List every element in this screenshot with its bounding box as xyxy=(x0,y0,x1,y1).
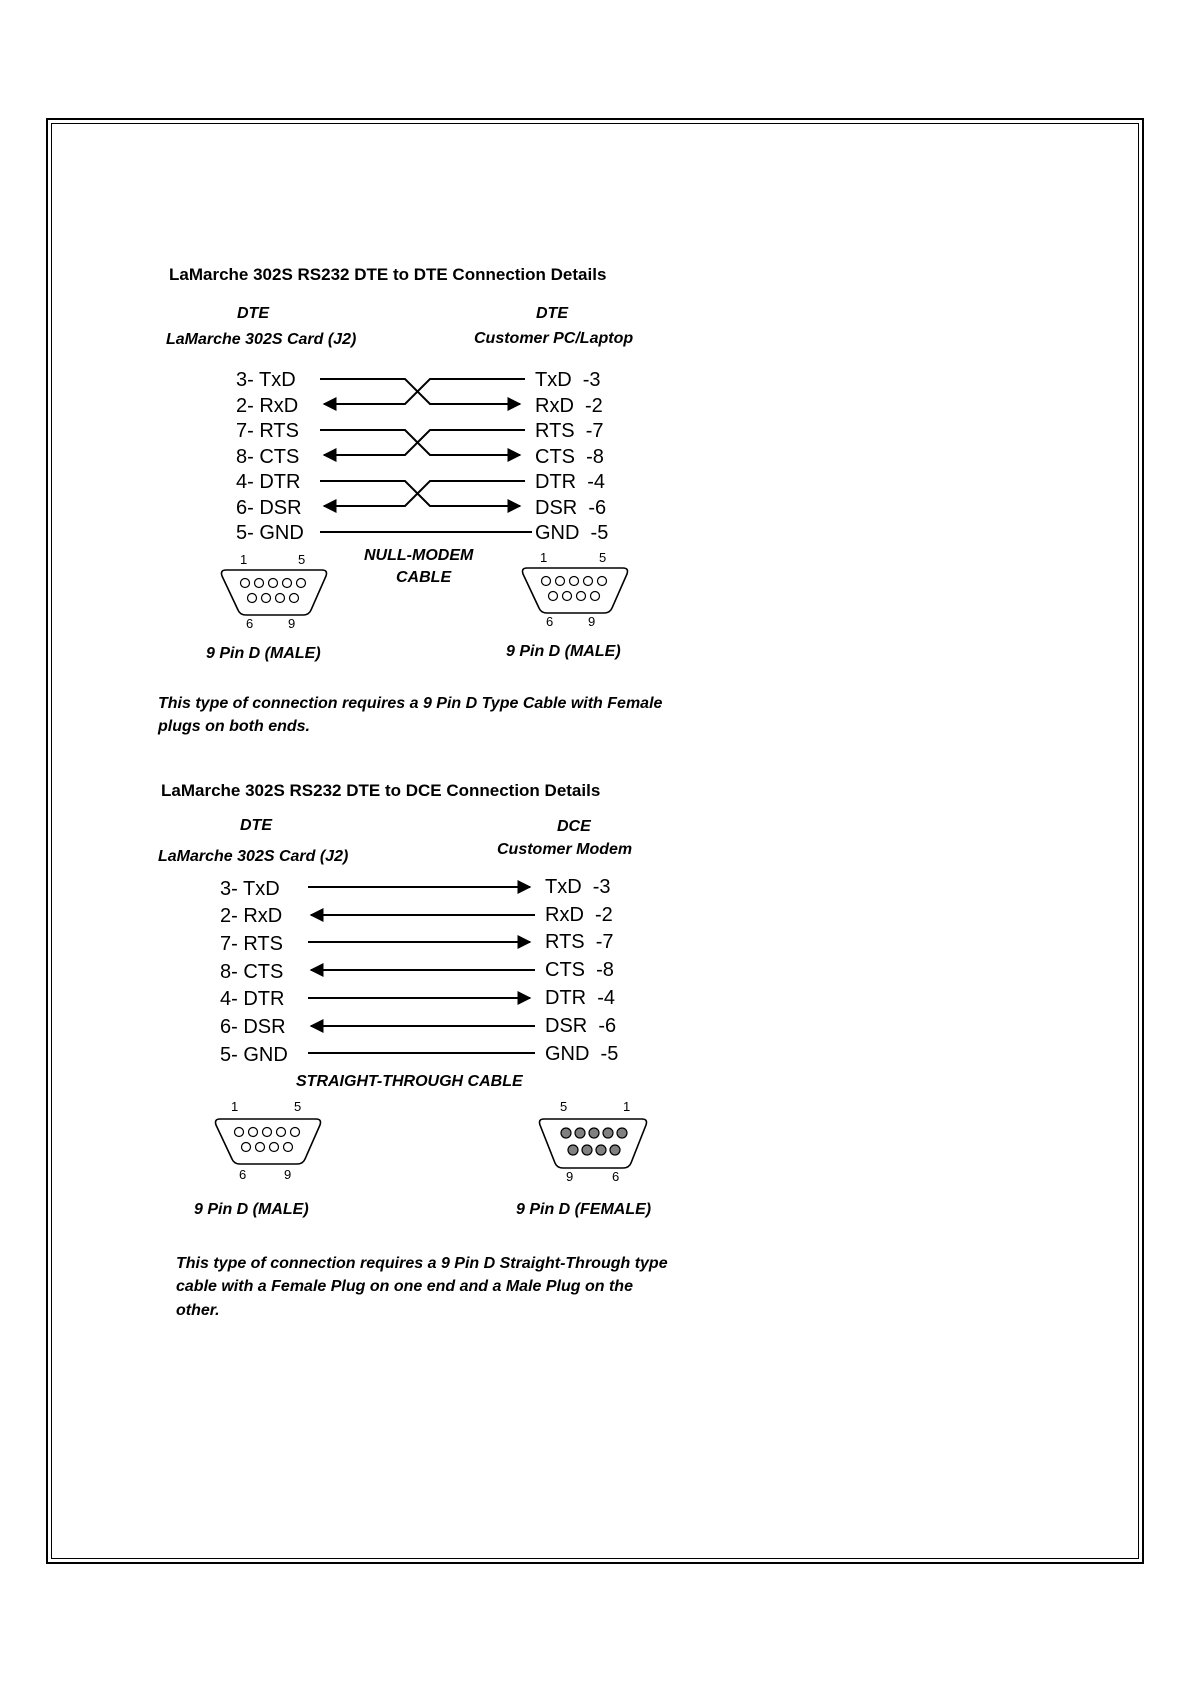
db9-male-connector-left xyxy=(194,1099,321,1218)
left-pin-label: 6- DSR xyxy=(236,497,302,519)
right-pin-label: RTS -7 xyxy=(545,931,614,953)
cable-label: STRAIGHT-THROUGH CABLE xyxy=(296,1073,523,1090)
left-pin-label: 2- RxD xyxy=(236,395,299,417)
right-pin-label: CTS -8 xyxy=(545,959,614,981)
right-pin-label: CTS -8 xyxy=(535,446,604,468)
pin-number: 6 xyxy=(612,1169,620,1184)
connector-shell xyxy=(540,1119,647,1168)
straight-through-wiring xyxy=(308,887,535,1053)
left-pin-label: 5- GND xyxy=(236,522,304,544)
wire-rts-to-cts xyxy=(320,430,520,455)
pin-number: 1 xyxy=(231,1099,239,1114)
pin-number: 5 xyxy=(298,552,306,567)
right-header: DCE xyxy=(557,818,591,835)
connector-label: 9 Pin D (MALE) xyxy=(206,645,321,662)
left-pin-label: 4- DTR xyxy=(236,471,301,493)
connector-shell xyxy=(216,1119,321,1164)
right-pin-label: GND -5 xyxy=(535,522,609,544)
right-pin-label: TxD -3 xyxy=(545,876,611,898)
pin-number: 9 xyxy=(284,1167,292,1182)
right-pin-label: RTS -7 xyxy=(535,420,604,442)
section-title: LaMarche 302S RS232 DTE to DTE Connection Details xyxy=(169,265,607,284)
wire-dsr-from-dtr xyxy=(324,481,525,506)
right-pin-label: GND -5 xyxy=(545,1043,619,1065)
pin-number: 9 xyxy=(288,616,296,631)
right-pin-label: RxD -2 xyxy=(535,395,603,417)
left-pin-label: 8- CTS xyxy=(236,446,300,468)
null-modem-wiring xyxy=(320,379,532,532)
left-header: DTE xyxy=(237,305,269,322)
requirement-note: This type of connection requires a 9 Pin D Straight-Through type xyxy=(176,1255,668,1272)
left-subheader: LaMarche 302S Card (J2) xyxy=(158,848,349,865)
requirement-note: plugs on both ends. xyxy=(158,718,310,735)
requirement-note: other. xyxy=(176,1302,220,1319)
pin-number: 5 xyxy=(294,1099,302,1114)
connector-shell xyxy=(222,570,327,615)
connector-label: 9 Pin D (FEMALE) xyxy=(516,1201,652,1218)
right-header: DTE xyxy=(536,305,568,322)
requirement-note: cable with a Female Plug on one end and a Male Plug on the xyxy=(176,1278,633,1295)
pin-number: 5 xyxy=(560,1099,568,1114)
left-pin-label: 8- CTS xyxy=(220,961,284,983)
pin-number: 9 xyxy=(588,614,596,629)
right-pin-label: RxD -2 xyxy=(545,904,613,926)
pin-number: 6 xyxy=(239,1167,247,1182)
section-title: LaMarche 302S RS232 DTE to DCE Connection Details xyxy=(161,781,601,800)
requirement-note: This type of connection requires a 9 Pin D Type Cable with Female xyxy=(158,695,663,712)
wire-rxd-from-txd xyxy=(324,379,525,404)
left-pin-label: 4- DTR xyxy=(220,988,285,1010)
cable-label: CABLE xyxy=(396,569,452,586)
right-pin-label: DTR -4 xyxy=(535,471,605,493)
db9-female-connector-right xyxy=(516,1099,651,1218)
left-pin-label: 5- GND xyxy=(220,1044,288,1066)
pin-number: 5 xyxy=(599,550,607,565)
cable-label: NULL-MODEM xyxy=(364,547,474,564)
db9-male-connector-left xyxy=(206,552,327,662)
wire-cts-from-rts xyxy=(324,430,525,455)
left-pin-label: 3- TxD xyxy=(236,369,296,391)
connector-shell xyxy=(523,568,628,613)
right-pin-label: DSR -6 xyxy=(545,1015,617,1037)
pin-number: 9 xyxy=(566,1169,574,1184)
right-pin-label: DTR -4 xyxy=(545,987,615,1009)
pin-number: 6 xyxy=(246,616,254,631)
left-pin-label: 3- TxD xyxy=(220,878,280,900)
pin-number: 1 xyxy=(240,552,248,567)
wire-txd-to-rxd xyxy=(320,379,520,404)
connector-label: 9 Pin D (MALE) xyxy=(506,643,621,660)
right-pin-label: DSR -6 xyxy=(535,497,607,519)
pin-number: 6 xyxy=(546,614,554,629)
left-pin-label: 7- RTS xyxy=(220,933,283,955)
pin-number: 1 xyxy=(540,550,548,565)
connector-label: 9 Pin D (MALE) xyxy=(194,1201,309,1218)
right-subheader: Customer Modem xyxy=(497,841,633,858)
left-pin-label: 2- RxD xyxy=(220,905,283,927)
left-pin-label: 6- DSR xyxy=(220,1016,286,1038)
wire-dtr-to-dsr xyxy=(320,481,520,506)
pin-number: 1 xyxy=(623,1099,631,1114)
db9-male-connector-right xyxy=(506,550,628,660)
section-dte-to-dce xyxy=(158,781,668,1319)
right-pin-label: TxD -3 xyxy=(535,369,601,391)
left-subheader: LaMarche 302S Card (J2) xyxy=(166,331,357,348)
left-header: DTE xyxy=(240,817,272,834)
left-pin-label: 7- RTS xyxy=(236,420,299,442)
section-dte-to-dte xyxy=(157,265,663,735)
right-subheader: Customer PC/Laptop xyxy=(474,330,634,347)
